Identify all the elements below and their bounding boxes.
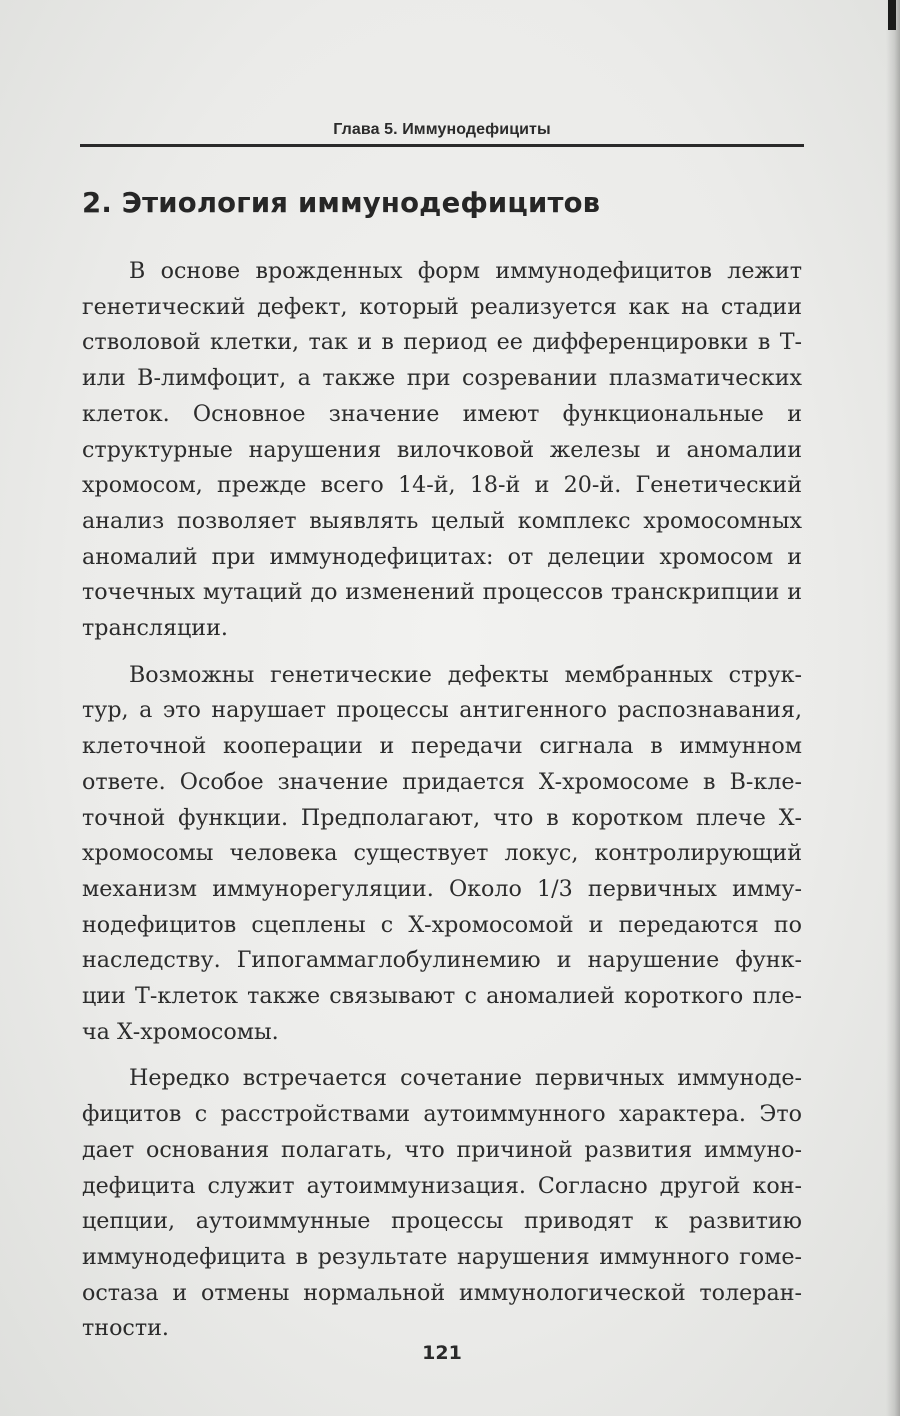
running-head: Глава 5. Иммунодефициты [333,121,551,138]
header-rule [80,144,804,147]
section-title: 2. Этиология иммунодефицитов [82,187,601,219]
paragraph: В основе врожденных форм иммунодефицитов лежит генетический дефект, который реализуется как на стадии стволовой клетки, так и в период ее дифференцировки в Т- или В-лимфоцит, а также при созревании плазматических клеток. Основное значение имеют функциональные и структурные нарушения вилочковой железы и аномалии хромосом, прежде всего 14-й, 18-й и 20-й. Генетический анализ позволяет выявлять целый комплекс хромосомных аномалий при иммунодефицитах: от делеции хромосом и точечных мутаций до изменений процессов транскрипции и трансляции. [82,258,802,642]
body-text [82,254,802,1358]
page-number: 121 [422,1342,462,1364]
corner-mark [888,0,896,30]
paragraph: Нередко встречается сочетание первичных иммунодефицитов с расстройствами аутоиммунного характера. Это дает основания полагать, что причиной развития иммунодефицита служит аутоиммунизация. Согласно другой концепции, аутоиммунные процессы приводят к развитию иммунодефицита в результате нарушения иммунного гомеостаза и отмены нормальной иммунологической толерантности. [82,1065,802,1342]
paragraph: Возможны генетические дефекты мембранных структур, а это нарушает процессы антигенного распознавания, клеточной кооперации и передачи сигнала в иммунном ответе. Особое значение придается Х-хромосоме в В-клеточной функции. Предполагают, что в коротком плече Х-хромосомы человека существует локус, контролирующий механизм иммунорегуляции. Около 1/3 первичных иммунодефицитов сцеплены с Х-хромосомой и передаются по наследству. Гипогаммаглобулинемию и нарушение функции Т-клеток также связывают с аномалией короткого плеча Х-хромосомы. [82,661,802,1045]
page-spine-shadow [886,0,900,1416]
